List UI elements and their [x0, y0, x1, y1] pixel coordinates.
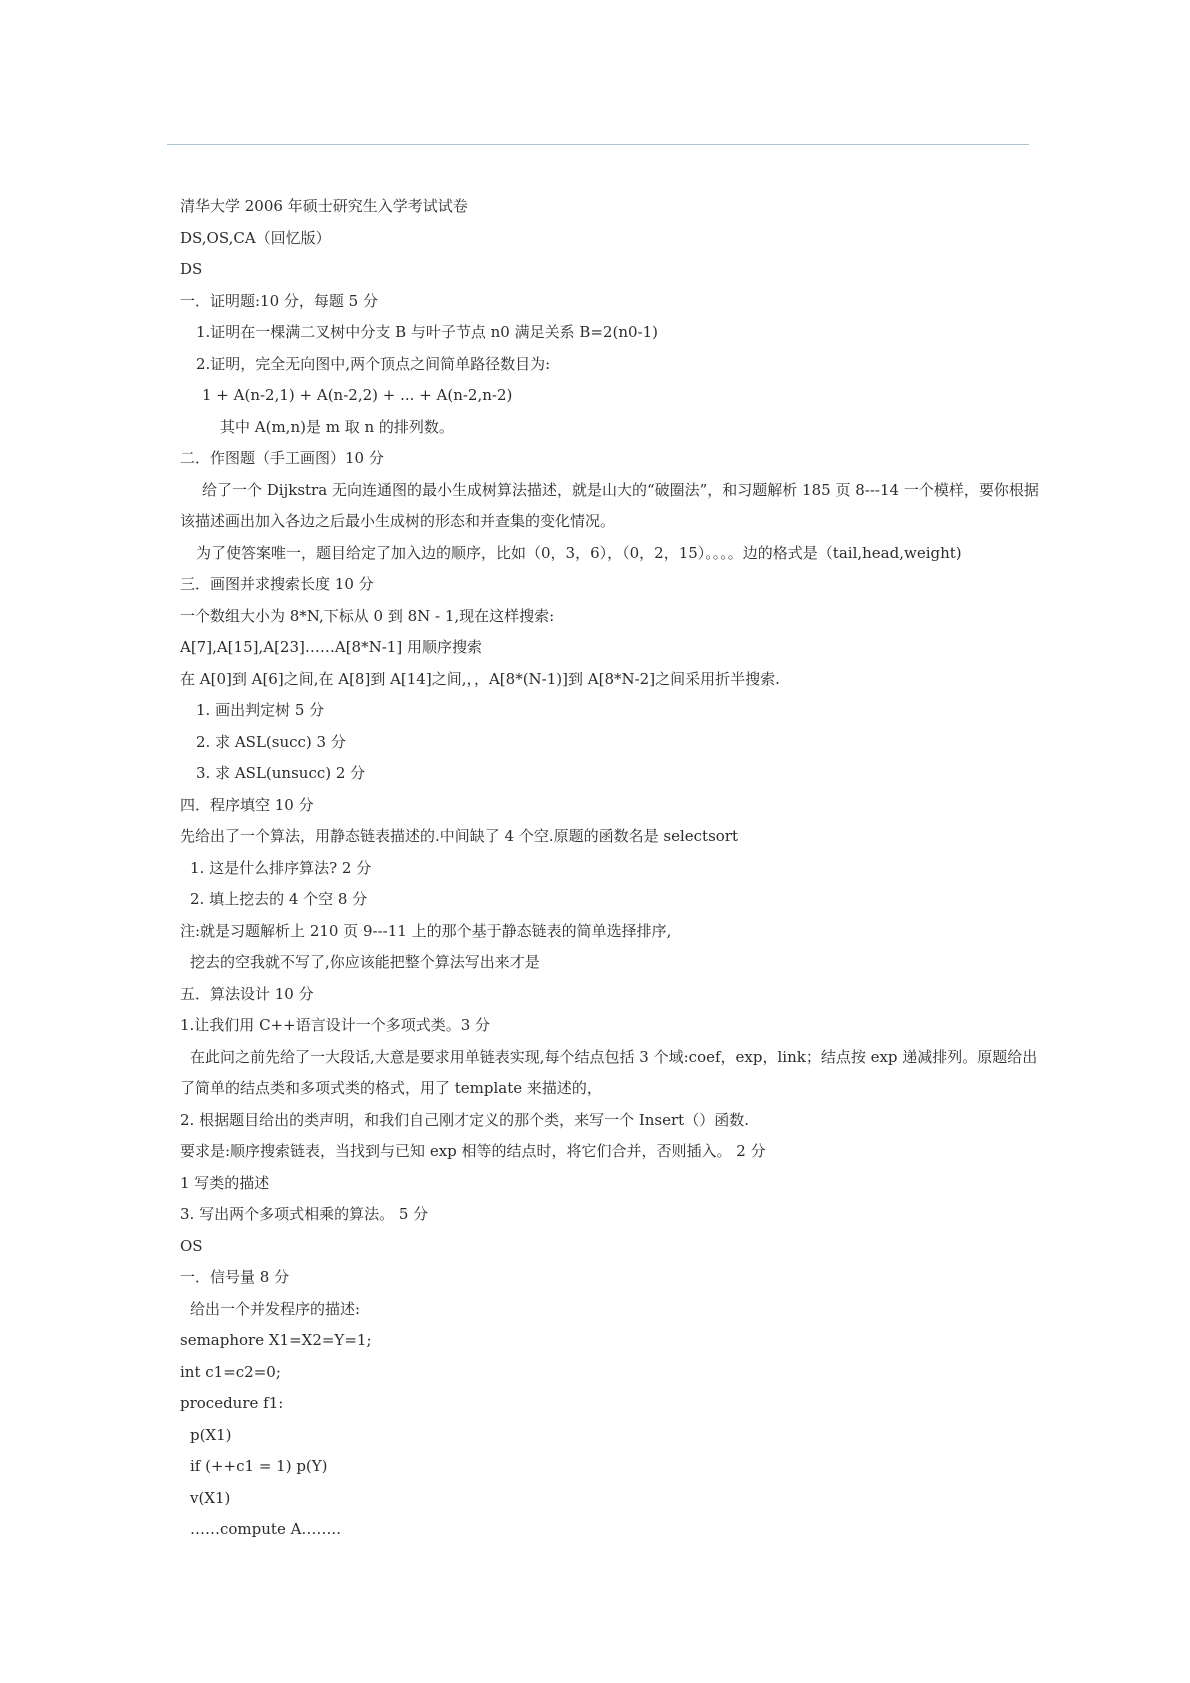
- text-line: 2. 根据题目给出的类声明，和我们自己刚才定义的那个类，来写一个 Insert（）函数.: [180, 1110, 749, 1129]
- text-line: 1.证明在一棵满二叉树中分支 B 与叶子节点 n0 满足关系 B=2(n0-1): [196, 323, 659, 341]
- text-line: 为了使答案唯一，题目给定了加入边的顺序，比如（0，3，6），（0，2，15）。。。。边的格式是（tail,head,weight): [196, 543, 962, 562]
- header-rule: [167, 144, 1029, 145]
- text-line: 一．信号量 8 分: [180, 1268, 290, 1286]
- text-line: if (++c1 = 1) p(Y): [190, 1457, 328, 1475]
- text-line: 先给出了一个算法，用静态链表描述的.中间缺了 4 个空.原题的函数名是 selectsort: [180, 827, 738, 845]
- text-line: 四．程序填空 10 分: [180, 795, 314, 814]
- text-line: 在此问之前先给了一大段话,大意是要求用单链表实现,每个结点包括 3 个域:coef，exp，link；结点按 exp 递减排列。原题给出: [190, 1047, 1038, 1066]
- text-line: 1 写类的描述: [180, 1173, 270, 1192]
- text-line: v(X1): [190, 1488, 231, 1507]
- text-line: 注:就是习题解析上 210 页 9---11 上的那个基于静态链表的简单选择排序,: [180, 921, 672, 940]
- text-line: 3. 写出两个多项式相乘的算法。 5 分: [180, 1205, 429, 1223]
- text-line: 2. 求 ASL(succ) 3 分: [196, 732, 346, 751]
- text-line: 清华大学 2006 年硕士研究生入学考试试卷: [180, 197, 468, 215]
- text-line: 1. 画出判定树 5 分: [196, 701, 325, 719]
- document-body: [180, 191, 1039, 1546]
- text-line: 在 A[0]到 A[6]之间,在 A[8]到 A[14]之间,，，A[8*(N-1)]到 A[8*N-2]之间采用折半搜索.: [180, 669, 780, 688]
- text-line: 其中 A(m,n)是 m 取 n 的排列数。: [220, 417, 454, 436]
- text-line: p(X1): [190, 1425, 232, 1444]
- text-line: 给出一个并发程序的描述:: [190, 1299, 361, 1318]
- text-line: 挖去的空我就不写了,你应该能把整个算法写出来才是: [190, 953, 540, 971]
- text-line: procedure f1:: [180, 1394, 284, 1412]
- text-line: ……compute A……..: [190, 1520, 341, 1538]
- text-line: 五．算法设计 10 分: [180, 984, 314, 1003]
- text-line: 2. 填上挖去的 4 个空 8 分: [190, 890, 368, 908]
- text-line: 一个数组大小为 8*N,下标从 0 到 8N - 1,现在这样搜索:: [180, 606, 555, 625]
- text-line: 要求是:顺序搜索链表，当找到与已知 exp 相等的结点时，将它们合并，否则插入。 2 分: [180, 1142, 766, 1160]
- text-line: 3. 求 ASL(unsucc) 2 分: [196, 764, 366, 782]
- text-line: DS: [180, 260, 203, 278]
- text-line: semaphore X1=X2=Y=1;: [180, 1331, 372, 1349]
- text-line: 2.证明，完全无向图中,两个顶点之间简单路径数目为:: [196, 354, 551, 373]
- text-line: 三．画图并求搜索长度 10 分: [180, 575, 374, 593]
- text-line: 一．证明题:10 分，每题 5 分: [180, 291, 378, 310]
- text-line: 了简单的结点类和多项式类的格式，用了 template 来描述的，: [180, 1079, 602, 1097]
- text-line: A[7],A[15],A[23]……A[8*N-1] 用顺序搜索: [180, 638, 482, 656]
- text-line: 该描述画出加入各边之后最小生成树的形态和并查集的变化情况。: [180, 512, 616, 530]
- text-line: 1.让我们用 C++语言设计一个多项式类。3 分: [180, 1016, 491, 1034]
- text-line: 1. 这是什么排序算法? 2 分: [190, 858, 372, 877]
- text-line: 二．作图题（手工画图）10 分: [180, 449, 384, 467]
- text-line: 给了一个 Dijkstra 无向连通图的最小生成树算法描述，就是山大的“破圈法”，和习题解析 185 页 8---14 一个模样，要你根据: [202, 480, 1039, 499]
- text-line: int c1=c2=0;: [180, 1362, 281, 1381]
- text-line: OS: [180, 1236, 203, 1255]
- text-line: DS,OS,CA（回忆版）: [180, 228, 331, 247]
- text-line: 1 + A(n-2,1) + A(n-2,2) + ... + A(n-2,n-2): [202, 386, 513, 404]
